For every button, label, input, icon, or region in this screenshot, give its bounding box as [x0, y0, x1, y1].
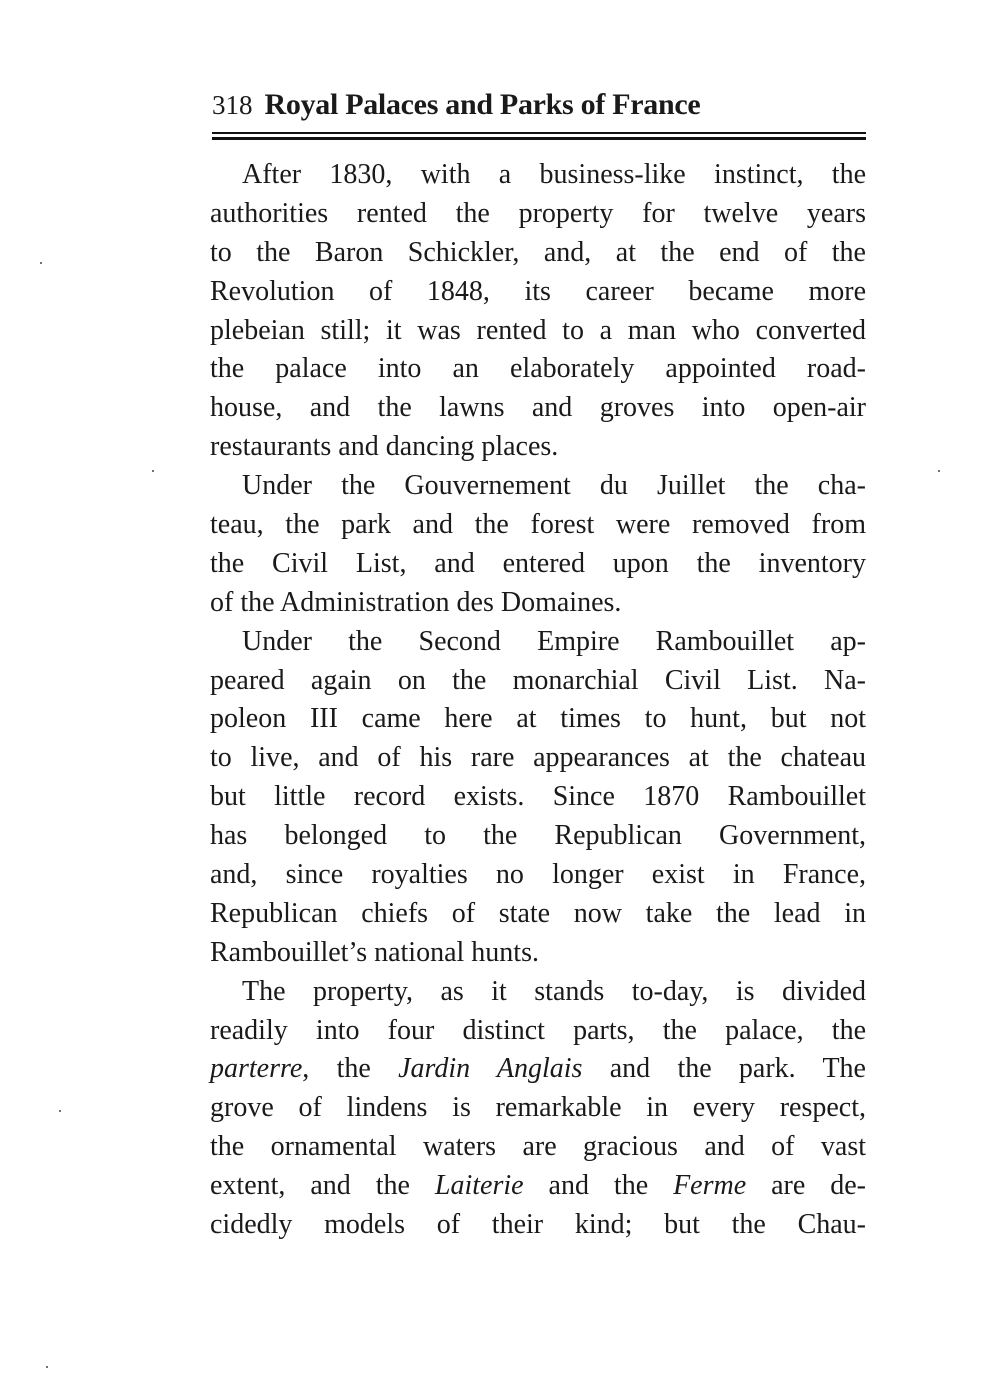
text-line: plebeian still; it was rented to a man who converted — [210, 314, 866, 346]
running-head — [212, 88, 866, 128]
scan-speck — [46, 1366, 48, 1368]
header-rule-thick — [212, 137, 866, 140]
text-line — [210, 1050, 866, 1089]
text-segment: extent, and the — [210, 1170, 435, 1202]
scan-speck — [938, 470, 940, 472]
text-line: grove of lindens is remarkable in every respect, — [210, 1092, 866, 1124]
text-line: the Civil List, and entered upon the inventory — [210, 547, 866, 579]
text-line: Under the Second Empire Rambouillet ap- — [242, 625, 866, 657]
body-text — [210, 156, 866, 1245]
paragraph — [210, 467, 866, 623]
text-line: cidedly models of their kind; but the Chau- — [210, 1209, 866, 1241]
text-line: peared again on the monarchial Civil List. Na- — [210, 664, 866, 696]
text-line: to the Baron Schickler, and, at the end of the — [210, 236, 866, 268]
text-line: Rambouillet’s national hunts. — [210, 936, 539, 968]
text-line: restaurants and dancing places. — [210, 431, 559, 463]
text-line: The property, as it stands to-day, is divided — [242, 975, 866, 1007]
italic-term: Jardin Anglais — [398, 1053, 583, 1085]
header-rule-thin — [212, 132, 866, 134]
scan-speck — [152, 470, 154, 472]
page-number: 318 — [212, 90, 253, 120]
text-line: but little record exists. Since 1870 Rambouillet — [210, 781, 866, 813]
paragraph — [210, 623, 866, 973]
text-segment: and the — [523, 1170, 674, 1202]
text-line: the palace into an elaborately appointed road- — [210, 353, 866, 385]
text-line: the ornamental waters are gracious and of vast — [210, 1131, 866, 1163]
text-line: has belonged to the Republican Government, — [210, 820, 866, 852]
text-segment: and the park. The — [582, 1053, 866, 1085]
text-segment: are de- — [746, 1170, 866, 1202]
text-line: teau, the park and the forest were removed from — [210, 509, 866, 541]
text-line: readily into four distinct parts, the palace, the — [210, 1014, 866, 1046]
scan-speck — [59, 1110, 61, 1112]
text-line: poleon III came here at times to hunt, but not — [210, 703, 866, 735]
text-line: house, and the lawns and groves into open-air — [210, 392, 866, 424]
paragraph — [210, 973, 866, 1245]
text-line: to live, and of his rare appearances at the chateau — [210, 742, 866, 774]
text-line: and, since royalties no longer exist in France, — [210, 859, 866, 891]
text-line: of the Administration des Domaines. — [210, 586, 622, 618]
text-line: Republican chiefs of state now take the lead in — [210, 897, 866, 929]
text-line: After 1830, with a business-like instinct, the — [242, 159, 866, 190]
text-line — [210, 1167, 866, 1206]
text-line: authorities rented the property for twelve years — [210, 197, 866, 229]
text-line: Under the Gouvernement du Juillet the cha- — [242, 470, 866, 502]
italic-term: Laiterie — [434, 1170, 524, 1202]
italic-term: Ferme — [673, 1170, 747, 1202]
paragraph — [210, 156, 866, 467]
running-title: Royal Palaces and Parks of France — [264, 88, 701, 121]
italic-term: parterre — [210, 1053, 303, 1085]
scan-speck — [40, 262, 42, 264]
text-segment: , the — [302, 1053, 399, 1085]
text-line: Revolution of 1848, its career became more — [210, 275, 866, 307]
